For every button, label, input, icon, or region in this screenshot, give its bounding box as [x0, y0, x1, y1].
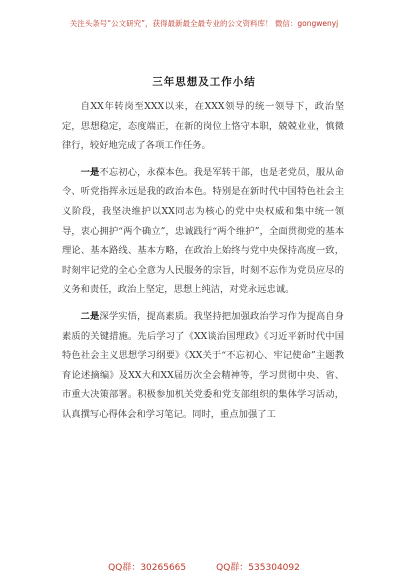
footer-contact: [0, 560, 408, 573]
paragraph-text: 深学实悟，提高素质。我坚持把加强政治学习作为提高自身素质的关键措施。先后学习了《XX谈治国理政》《习近平新时代中国特色社会主义思想学习纲要》《XX关于“不忘初心、牢记使命”主题教育论述摘编》及XX大和XX届历次全会精神等，学习贯彻中央、省、市重大决策部署。积极参加机关党委和党支部组织的集体学习活动，认真撰写心得体会和学习笔记。同时，重点加强了工: [62, 310, 344, 420]
promo-banner: 关注头条号“公文研究”，获得最新最全最专业的公文资料库！ 微信：gongwenyj: [69, 19, 339, 28]
qq-group-1: QQ群：30265665: [108, 563, 187, 573]
page-title: 三年思想及工作小结: [152, 76, 256, 88]
qq-group-2: QQ群：535304092: [216, 563, 300, 573]
paragraph-point-one: [62, 163, 344, 300]
paragraph-point-two: [62, 307, 344, 425]
paragraph-intro: [62, 97, 344, 156]
paragraph-lead: 二是: [80, 310, 100, 322]
document-body: [62, 97, 344, 432]
paragraph-text: 自XX年转岗至XXX以来，在XXX领导的统一领导下，政治坚定，思想稳定，态度端正，在新的岗位上恪守本职，兢兢业业，慎微律行，较好地完成了各项工作任务。: [62, 101, 344, 152]
paragraph-lead: 一是: [80, 166, 100, 178]
paragraph-text: 不忘初心，永葆本色。我是军转干部，也是老党员，服从命令、听党指挥永远是我的政治本色。特别是在新时代中国特色社会主义阶段，我坚决维护以XX同志为核心的党中央权威和集中统一领导，衷心拥护“两个确立”，忠诚践行“两个维护”，全面贯彻党的基本理论、基本路线、基本方略，在政治上始终与党中央保持高度一致，时刻牢记党的全心全意为人民服务的宗旨，时刻不忘作为党员应尽的义务和责任，政治上坚定，思想上纯洁，对党永远忠诚。: [62, 166, 344, 296]
